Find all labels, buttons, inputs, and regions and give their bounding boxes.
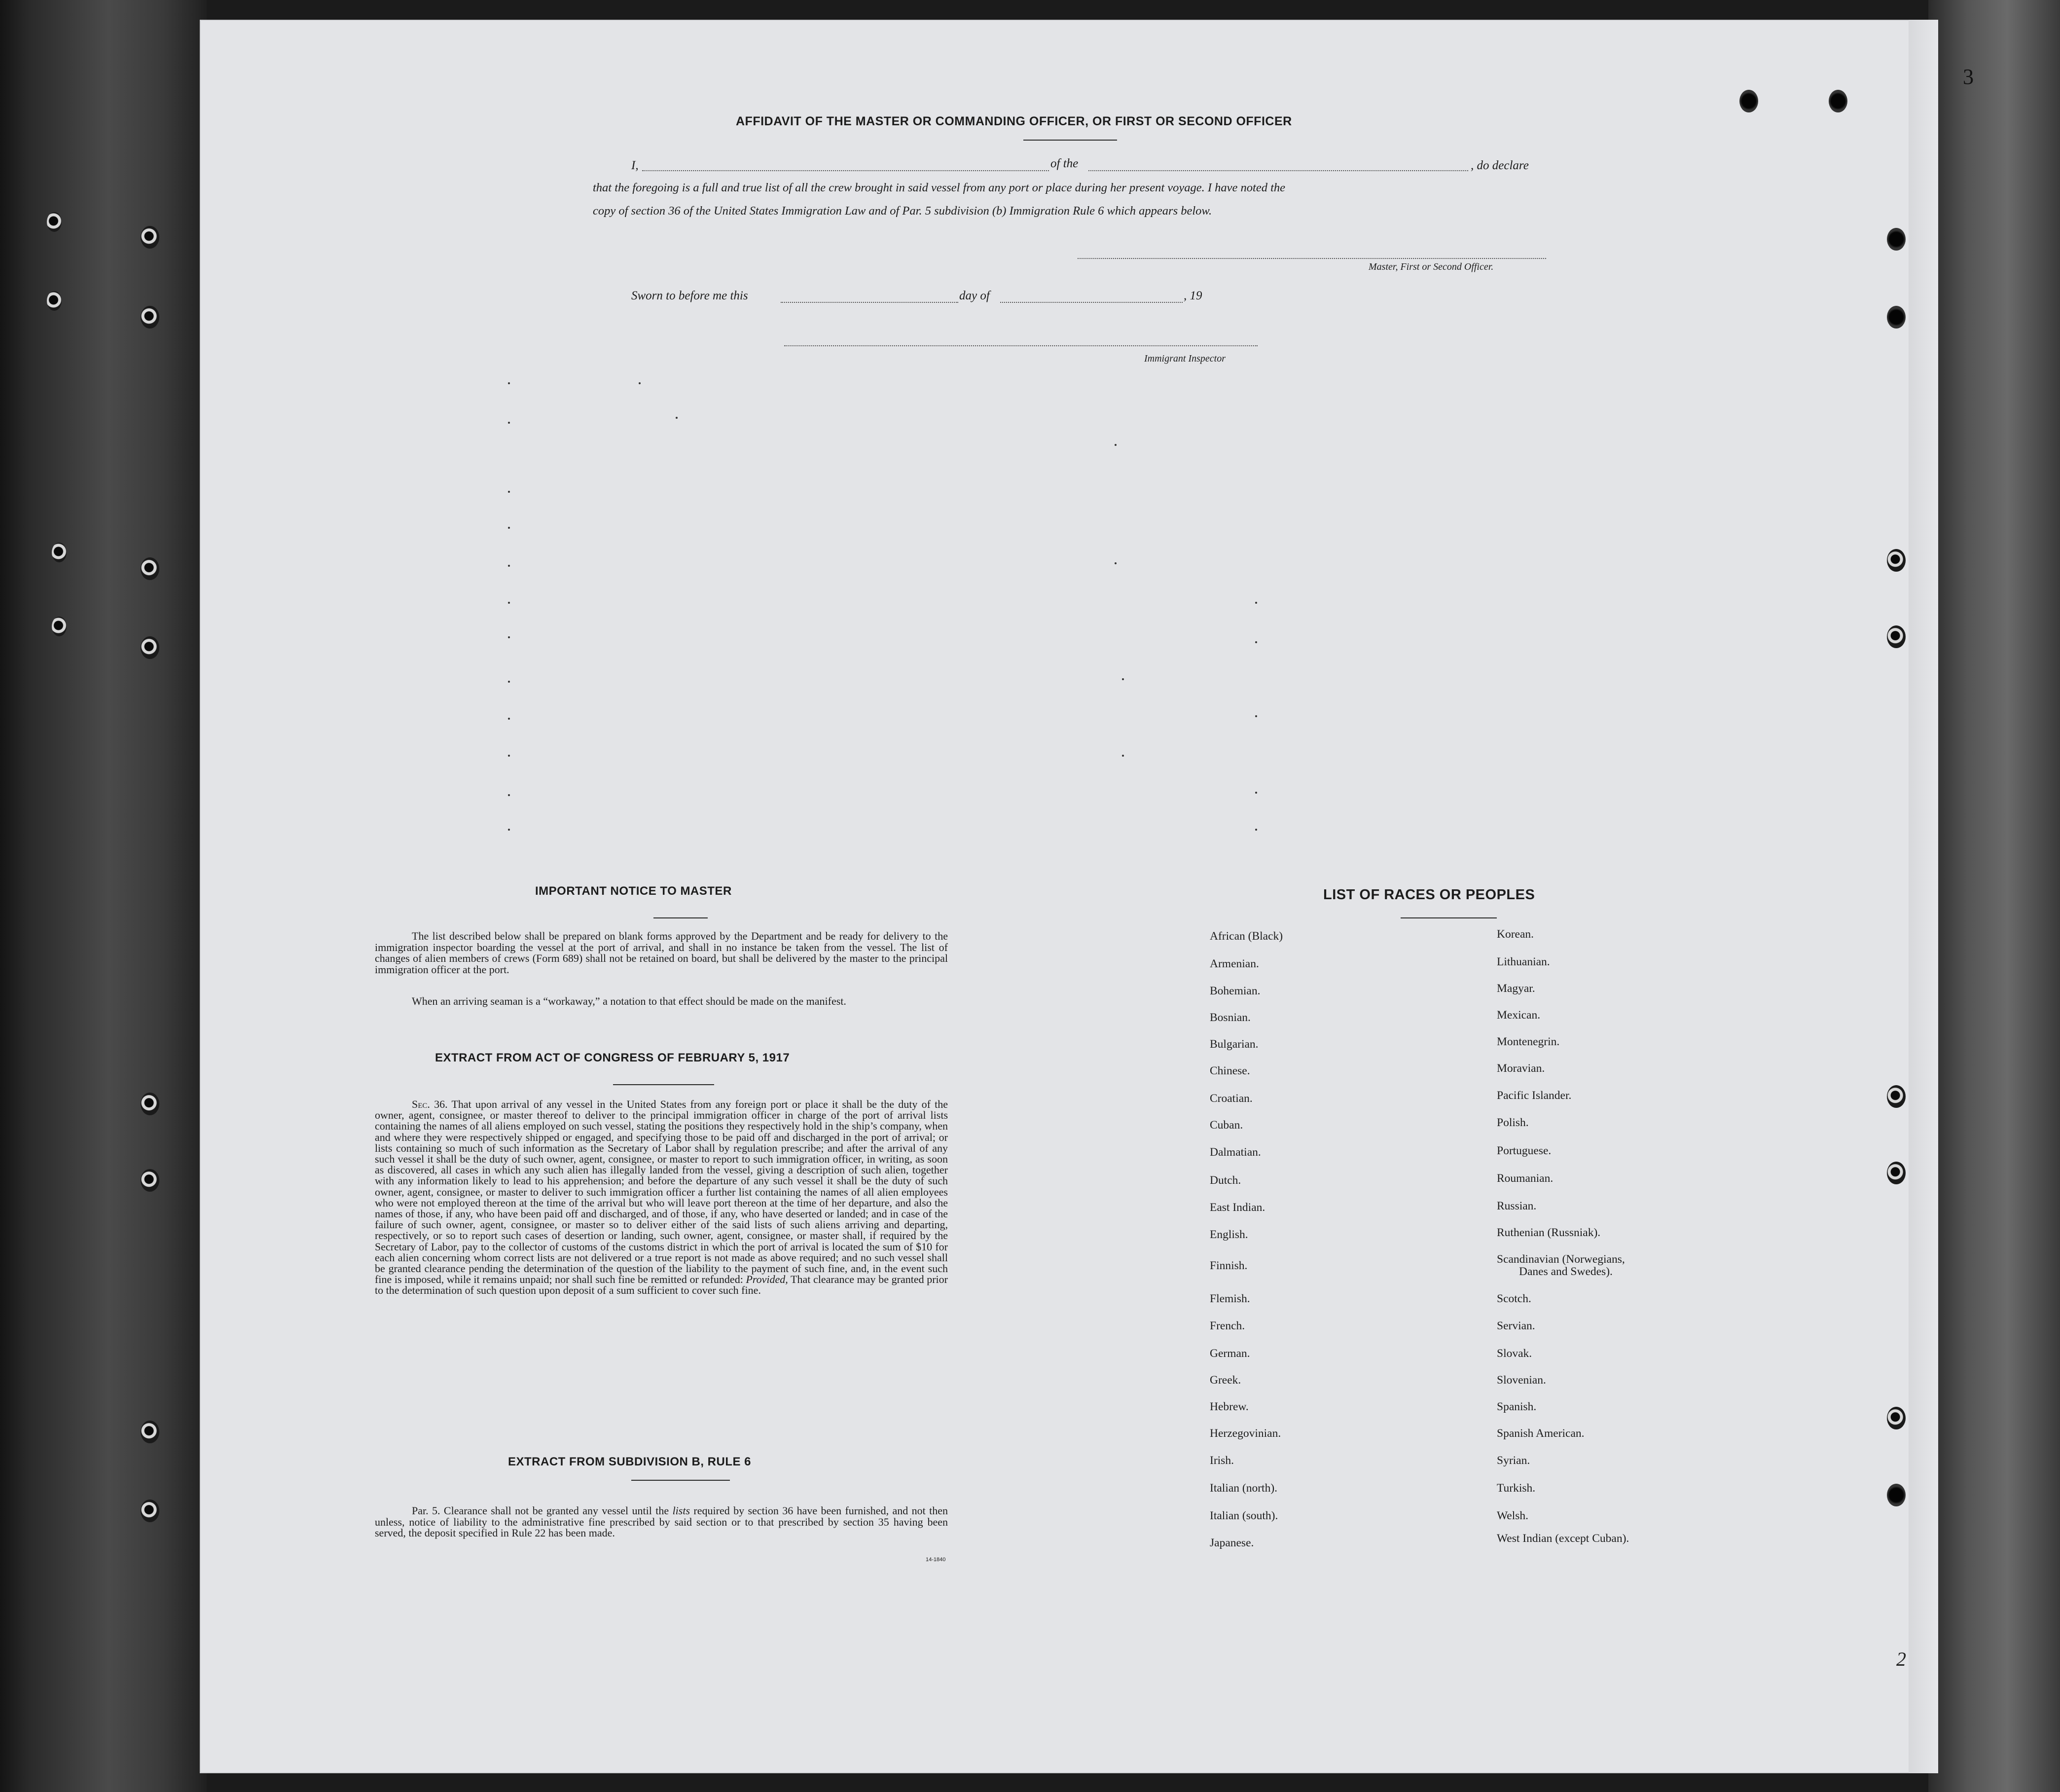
race-item: Dalmatian. — [1210, 1146, 1261, 1159]
title-rule — [1023, 140, 1117, 141]
rule-text-b: required by section 36 have been furnished, and not then unless, notice of liability to the administrative fine prescribed by said section or to that prescribed by section 35 having been served, the deposit specified in Rule 22 has been made. — [375, 1504, 948, 1539]
speck — [1115, 444, 1117, 446]
provided-word: Provided, — [746, 1273, 788, 1286]
race-item: Servian. — [1497, 1319, 1535, 1332]
speck — [508, 527, 510, 529]
speck — [676, 417, 678, 419]
binding-hole — [141, 306, 159, 329]
lists-word: lists — [672, 1504, 690, 1517]
race-item: Mexican. — [1497, 1009, 1541, 1022]
race-item: German. — [1210, 1347, 1250, 1360]
binding-hole — [1887, 1162, 1906, 1184]
race-item: Armenian. — [1210, 957, 1259, 970]
race-item: Hebrew. — [1210, 1400, 1249, 1413]
race-item: Turkish. — [1497, 1482, 1536, 1495]
affidavit-line2: that the foregoing is a full and true list of all the crew brought in said vessel from any port or place during her present voyage. I have noted the — [593, 181, 1286, 194]
race-item: Spanish. — [1497, 1400, 1537, 1413]
corner-mark: 2 — [1896, 1648, 1906, 1670]
speck — [1255, 829, 1257, 831]
extract-act-text — [375, 1099, 948, 1296]
race-item: Irish. — [1210, 1454, 1234, 1467]
sworn-year: , 19 — [1184, 289, 1202, 302]
race-item: West Indian (except Cuban). — [1497, 1532, 1629, 1545]
affidavit-of-the: of the — [1050, 157, 1079, 170]
speck — [508, 681, 510, 683]
speck — [1122, 755, 1124, 757]
speck — [508, 602, 510, 604]
binding-hole — [141, 1499, 159, 1522]
binding-hole — [1887, 306, 1906, 329]
speck — [508, 794, 510, 796]
race-item: Bosnian. — [1210, 1011, 1251, 1024]
right-binding-edge — [1928, 0, 2060, 1792]
races-title: LIST OF RACES OR PEOPLES — [1323, 887, 1535, 903]
sworn-prefix: Sworn to before me this — [631, 289, 748, 302]
binding-hole — [141, 226, 159, 249]
form-number: 14-1840 — [926, 1557, 946, 1563]
race-item: Pacific Islander. — [1497, 1089, 1572, 1102]
page-edge-strip — [1909, 20, 1938, 1773]
inspector-label: Immigrant Inspector — [1144, 353, 1226, 364]
affidavit-i: I, — [631, 159, 639, 172]
races-rule — [1401, 917, 1497, 918]
race-item-continuation: Danes and Swedes). — [1519, 1265, 1613, 1278]
section-text: That upon arrival of any vessel in the United States from any foreign port or place it shall be the duty of the owner, agent, consignee, or master thereof to deliver to the principal immigration officer in charge of the port of arrival lists containing the names of all aliens employed on such vessel, stating the positions they respectively hold in the ship’s company, when and where they were respectively shipped or engaged, and specifying those to be paid off and discharged in the port of arrival; or lists containing so much of such information as the Secretary of Labor shall by regulation prescribe; and after the arrival of any such vessel it shall be the duty of such owner, agent, consignee, or master to report to such immigration officer, in writing, as soon as discovered, all cases in which any such alien has illegally landed from the vessel, giving a description of such alien, together with any information likely to lead to his apprehension; and before the departure of any such vessel it shall be the duty of such owner, agent, consignee, or master to deliver to such immigration officer a further list containing the names of all alien employees who were not employed thereon at the time of the arrival but who will leave port thereon at the time of her departure, and also the names of those, if any, who have been paid off and discharged, and of those, if any, who have deserted or landed; and in case of the failure of such owner, agent, consignee, or master so to deliver either of the said lists of such aliens arriving and departing, respectively, or so to report such cases of desertion or landing, such owner, agent, consignee, or master shall, if required by the Secretary of Labor, pay to the collector of customs of the customs district in which the port of arrival is located the sum of $10 for each alien concerning whom correct lists are not delivered or a true report is not made as above required; and no such vessel shall be granted clearance pending the determination of the question of the liability to the payment of such fine, and, in the event such fine is imposed, while it remains unpaid; nor shall such fine be remitted or refunded: — [375, 1098, 948, 1286]
affidavit-line3: copy of section 36 of the United States Immigration Law and of Par. 5 subdivision (b) Immigration Rule 6 which appears below. — [593, 204, 1212, 218]
speck — [1255, 792, 1257, 794]
section-text-end: That clearance may be granted prior to the determination of such question upon deposit of a sum sufficient to cover such fine. — [375, 1273, 948, 1297]
speck — [508, 565, 510, 567]
race-item: East Indian. — [1210, 1201, 1265, 1214]
speck — [508, 491, 510, 493]
sworn-day-blank — [781, 302, 958, 303]
speck — [508, 718, 510, 720]
race-item: Italian (south). — [1210, 1509, 1278, 1522]
extract-rule-title: EXTRACT FROM SUBDIVISION B, RULE 6 — [508, 1455, 752, 1468]
race-item: Montenegrin. — [1497, 1035, 1560, 1048]
speck — [1115, 562, 1117, 564]
race-item: Slovak. — [1497, 1347, 1532, 1360]
race-item: Syrian. — [1497, 1454, 1530, 1467]
race-item: Moravian. — [1497, 1062, 1545, 1075]
signature-label: Master, First or Second Officer. — [1369, 261, 1494, 272]
binding-hole — [141, 636, 159, 659]
affidavit-title: AFFIDAVIT OF THE MASTER OR COMMANDING OFFICER, OR FIRST OR SECOND OFFICER — [736, 114, 1292, 128]
speck — [1122, 678, 1124, 680]
race-item: English. — [1210, 1228, 1248, 1241]
name-blank — [642, 170, 1049, 171]
race-item: African (Black) — [1210, 930, 1283, 943]
inspector-line — [784, 345, 1258, 346]
binding-hole — [1887, 1407, 1906, 1429]
speck — [508, 829, 510, 831]
binding-hole — [52, 543, 67, 562]
race-item: Bulgarian. — [1210, 1038, 1259, 1051]
binding-hole — [1887, 549, 1906, 572]
extract-act-rule — [613, 1084, 714, 1085]
race-item: Japanese. — [1210, 1536, 1254, 1549]
binding-hole — [52, 617, 67, 636]
race-item: Bohemian. — [1210, 985, 1261, 997]
binding-hole — [47, 291, 62, 311]
race-item: Polish. — [1497, 1116, 1529, 1129]
race-item: Herzegovinian. — [1210, 1427, 1281, 1440]
speck — [1255, 715, 1257, 717]
notice-paragraph-1: The list described below shall be prepared on blank forms approved by the Department and be ready for delivery to the immigration inspector boarding the vessel at the port of arrival, and shall in no instance be taken from the vessel. The list of changes of alien members of crews (Form 689) shall not be retained on board, but shall be delivered by the master to the principal immigration officer at the port. — [375, 930, 948, 976]
binding-hole — [141, 1421, 159, 1443]
race-item: Greek. — [1210, 1374, 1241, 1387]
race-item: Scandinavian (Norwegians, — [1497, 1253, 1625, 1266]
binding-hole — [141, 1169, 159, 1192]
race-item: Flemish. — [1210, 1292, 1250, 1305]
binding-hole — [141, 557, 159, 580]
notice-title: IMPORTANT NOTICE TO MASTER — [535, 884, 732, 898]
affidavit-declare: , do declare — [1471, 159, 1529, 172]
race-item: Roumanian. — [1497, 1172, 1554, 1185]
signature-line — [1078, 258, 1546, 259]
race-item: French. — [1210, 1319, 1245, 1332]
race-item: Italian (north). — [1210, 1482, 1278, 1495]
rule-text-a: Par. 5. Clearance shall not be granted any vessel until the — [412, 1504, 673, 1517]
speck — [1255, 602, 1257, 604]
speck — [508, 636, 510, 638]
speck — [1255, 641, 1257, 643]
section-label: Sec. 36. — [412, 1098, 448, 1110]
race-item: Chinese. — [1210, 1064, 1250, 1077]
extract-rule-text — [375, 1505, 948, 1539]
race-item: Magyar. — [1497, 982, 1535, 995]
page-number-mark: 3 — [1963, 65, 1974, 89]
race-item: Spanish American. — [1497, 1427, 1585, 1440]
extract-rule-rule — [631, 1480, 730, 1481]
race-item: Scotch. — [1497, 1292, 1531, 1305]
notice-rule — [653, 917, 708, 918]
sworn-month-blank — [1000, 302, 1183, 303]
binding-hole — [47, 212, 62, 232]
extract-act-title: EXTRACT FROM ACT OF CONGRESS OF FEBRUARY 5, 1917 — [435, 1051, 790, 1064]
race-item: Korean. — [1497, 928, 1534, 941]
speck — [508, 382, 510, 384]
race-item: Slovenian. — [1497, 1374, 1546, 1387]
race-item: Finnish. — [1210, 1259, 1248, 1272]
race-item: Portuguese. — [1497, 1144, 1552, 1157]
speck — [508, 422, 510, 424]
binding-hole — [1887, 228, 1906, 251]
race-item: Lithuanian. — [1497, 955, 1550, 968]
left-binding-edge — [0, 0, 207, 1792]
binding-hole — [1887, 625, 1906, 648]
binding-hole — [1887, 1484, 1906, 1506]
vessel-blank — [1088, 170, 1468, 171]
binding-hole — [1887, 1085, 1906, 1108]
race-item: Croatian. — [1210, 1092, 1253, 1105]
binding-hole — [1739, 90, 1758, 112]
race-item: Dutch. — [1210, 1174, 1241, 1187]
race-item: Russian. — [1497, 1200, 1537, 1212]
race-item: Cuban. — [1210, 1119, 1243, 1132]
speck — [639, 382, 641, 384]
race-item: Welsh. — [1497, 1509, 1529, 1522]
binding-hole — [1829, 90, 1847, 112]
binding-hole — [141, 1093, 159, 1115]
sworn-day-of: day of — [959, 289, 990, 302]
race-item: Ruthenian (Russniak). — [1497, 1226, 1601, 1239]
speck — [508, 755, 510, 757]
notice-paragraph-2: When an arriving seaman is a “workaway,” a notation to that effect should be made on the manifest. — [412, 995, 846, 1007]
